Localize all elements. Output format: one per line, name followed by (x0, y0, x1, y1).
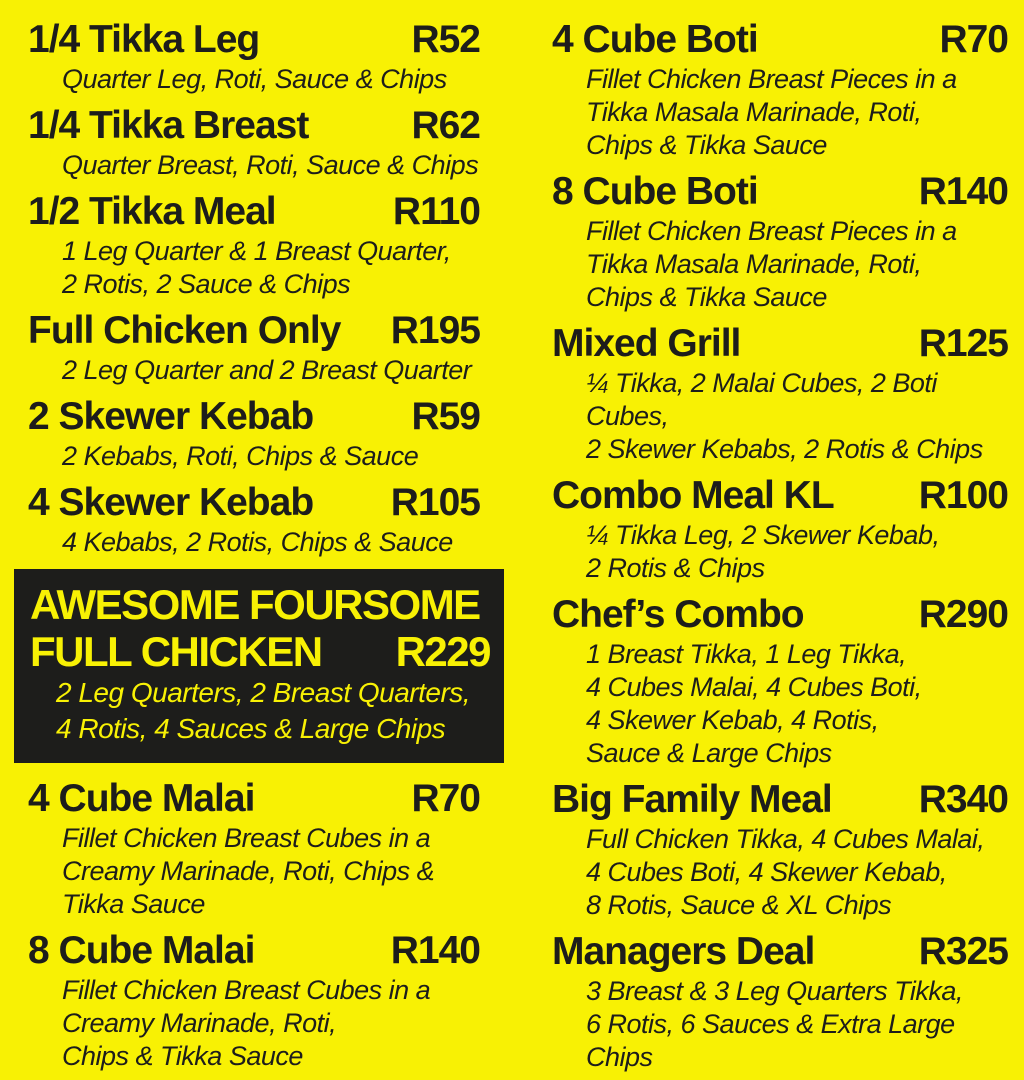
item-description-line: Quarter Leg, Roti, Sauce & Chips (62, 64, 447, 94)
item-title-row (552, 168, 1008, 215)
item-price: R70 (939, 18, 1008, 61)
item-title-row (552, 472, 1008, 519)
item-name: 1/4 Tikka Breast (28, 104, 309, 147)
item-price: R140 (390, 929, 480, 972)
item-price: R325 (918, 930, 1008, 973)
item-name: Mixed Grill (552, 322, 741, 365)
item-description-line: ¼ Tikka Leg, 2 Skewer Kebab, (586, 520, 940, 550)
item-price: R52 (411, 18, 480, 61)
menu-item (552, 472, 1008, 585)
item-description-line: 2 Kebabs, Roti, Chips & Sauce (62, 441, 419, 471)
menu-item (28, 102, 480, 182)
item-title-row (28, 307, 480, 354)
item-name: 2 Skewer Kebab (28, 395, 314, 438)
item-title-row (28, 188, 480, 235)
item-description-line: Chips & Tikka Sauce (586, 282, 827, 312)
item-description-line: 2 Skewer Kebabs, 2 Rotis & Chips (586, 434, 983, 464)
item-description-line: 1 Breast Tikka, 1 Leg Tikka, (586, 639, 907, 669)
item-name: 8 Cube Malai (28, 929, 255, 972)
item-description (552, 63, 1008, 162)
menu-item (552, 928, 1008, 1074)
item-description (28, 63, 480, 96)
menu-item (28, 479, 480, 559)
item-title-row (30, 581, 490, 628)
item-description-line: 2 Leg Quarters, 2 Breast Quarters, (56, 677, 471, 708)
item-price: R59 (411, 395, 480, 438)
item-description-line: Quarter Breast, Roti, Sauce & Chips (62, 150, 479, 180)
menu-item (552, 168, 1008, 314)
menu-item (552, 16, 1008, 162)
menu-item (28, 307, 480, 387)
item-title-row (552, 320, 1008, 367)
item-price: R195 (390, 309, 480, 352)
item-name: 1/2 Tikka Meal (28, 190, 276, 233)
item-description (552, 975, 1008, 1074)
menu-item (552, 591, 1008, 770)
item-title-row (552, 16, 1008, 63)
item-description-line: 4 Cubes Boti, 4 Skewer Kebab, (586, 857, 947, 887)
item-description-line: Fillet Chicken Breast Cubes in a (62, 975, 431, 1005)
item-price: R110 (392, 190, 480, 233)
item-price: R100 (918, 474, 1008, 517)
item-description-line: Chips & Tikka Sauce (62, 1041, 303, 1071)
item-price: R70 (411, 777, 480, 820)
item-description-line: Fillet Chicken Breast Pieces in a (586, 216, 957, 246)
item-description (30, 675, 490, 747)
item-description (552, 638, 1008, 770)
item-description-line: Sauce & Large Chips (586, 738, 832, 768)
item-price: R140 (918, 170, 1008, 213)
item-description-line: 2 Rotis & Chips (586, 553, 765, 583)
item-name: Big Family Meal (552, 778, 832, 821)
item-description-line: Full Chicken Tikka, 4 Cubes Malai, (586, 824, 985, 854)
item-name: 4 Cube Boti (552, 18, 758, 61)
item-name: 4 Skewer Kebab (28, 481, 314, 524)
item-description-line: 4 Rotis, 4 Sauces & Large Chips (56, 713, 446, 744)
item-price: R229 (395, 628, 490, 675)
item-title-row (552, 591, 1008, 638)
item-description-line: Tikka Masala Marinade, Roti, (586, 249, 922, 279)
item-title-row (552, 776, 1008, 823)
item-description-line: 8 Rotis, Sauce & XL Chips (586, 890, 892, 920)
item-price: R105 (390, 481, 480, 524)
item-title-row (30, 628, 490, 675)
item-title-row (28, 393, 480, 440)
item-description-line: ¼ Tikka, 2 Malai Cubes, 2 Boti Cubes, (586, 368, 937, 431)
item-price: R340 (918, 778, 1008, 821)
menu-item (552, 776, 1008, 922)
item-name: FULL CHICKEN (30, 628, 322, 675)
item-description-line: 1 Leg Quarter & 1 Breast Quarter, (62, 236, 451, 266)
item-description (28, 526, 480, 559)
item-name: Chef’s Combo (552, 593, 804, 636)
item-name: Managers Deal (552, 930, 815, 973)
item-price: R62 (411, 104, 480, 147)
item-description-line: Creamy Marinade, Roti, Chips & (62, 856, 435, 886)
item-price: R290 (918, 593, 1008, 636)
item-description-line: 2 Leg Quarter and 2 Breast Quarter (62, 355, 472, 385)
item-name: 4 Cube Malai (28, 777, 255, 820)
item-description (552, 215, 1008, 314)
item-description (552, 367, 1008, 466)
menu-column-right (552, 16, 1008, 1080)
item-description-line: 4 Skewer Kebab, 4 Rotis, (586, 705, 879, 735)
item-name: 1/4 Tikka Leg (28, 18, 260, 61)
item-name: Full Chicken Only (28, 309, 341, 352)
item-title-row (28, 102, 480, 149)
item-description-line: Fillet Chicken Breast Pieces in a (586, 64, 957, 94)
item-description-line: 4 Cubes Malai, 4 Cubes Boti, (586, 672, 922, 702)
item-description-line: Tikka Masala Marinade, Roti, (586, 97, 922, 127)
item-description (28, 822, 480, 921)
item-description-line: Chips & Tikka Sauce (586, 130, 827, 160)
item-title-row (28, 927, 480, 974)
item-description (552, 823, 1008, 922)
item-description (28, 440, 480, 473)
menu-item (28, 16, 480, 96)
item-description (552, 519, 1008, 585)
item-description-line: Creamy Marinade, Roti, (62, 1008, 337, 1038)
menu-column-left (28, 16, 490, 1079)
item-description (28, 354, 480, 387)
menu-item (28, 393, 480, 473)
item-description-line: 2 Rotis, 2 Sauce & Chips (62, 269, 351, 299)
item-description-line: Tikka Sauce (62, 889, 205, 919)
item-description (28, 235, 480, 301)
menu-item (28, 927, 480, 1073)
item-name: Combo Meal KL (552, 474, 834, 517)
menu-item (28, 188, 480, 301)
item-description-line: Fillet Chicken Breast Cubes in a (62, 823, 431, 853)
item-name: 8 Cube Boti (552, 170, 758, 213)
menu-item (552, 320, 1008, 466)
item-title-row (28, 775, 480, 822)
menu-item (28, 775, 480, 921)
item-name: AWESOME FOURSOME (30, 581, 480, 628)
item-description (28, 149, 480, 182)
item-title-row (28, 16, 480, 63)
item-description-line: 6 Rotis, 6 Sauces & Extra Large Chips (586, 1009, 955, 1072)
item-title-row (552, 928, 1008, 975)
item-description-line: 4 Kebabs, 2 Rotis, Chips & Sauce (62, 527, 453, 557)
item-description-line: 3 Breast & 3 Leg Quarters Tikka, (586, 976, 963, 1006)
item-price: R125 (918, 322, 1008, 365)
menu-item-highlighted (14, 569, 504, 763)
item-title-row (28, 479, 480, 526)
